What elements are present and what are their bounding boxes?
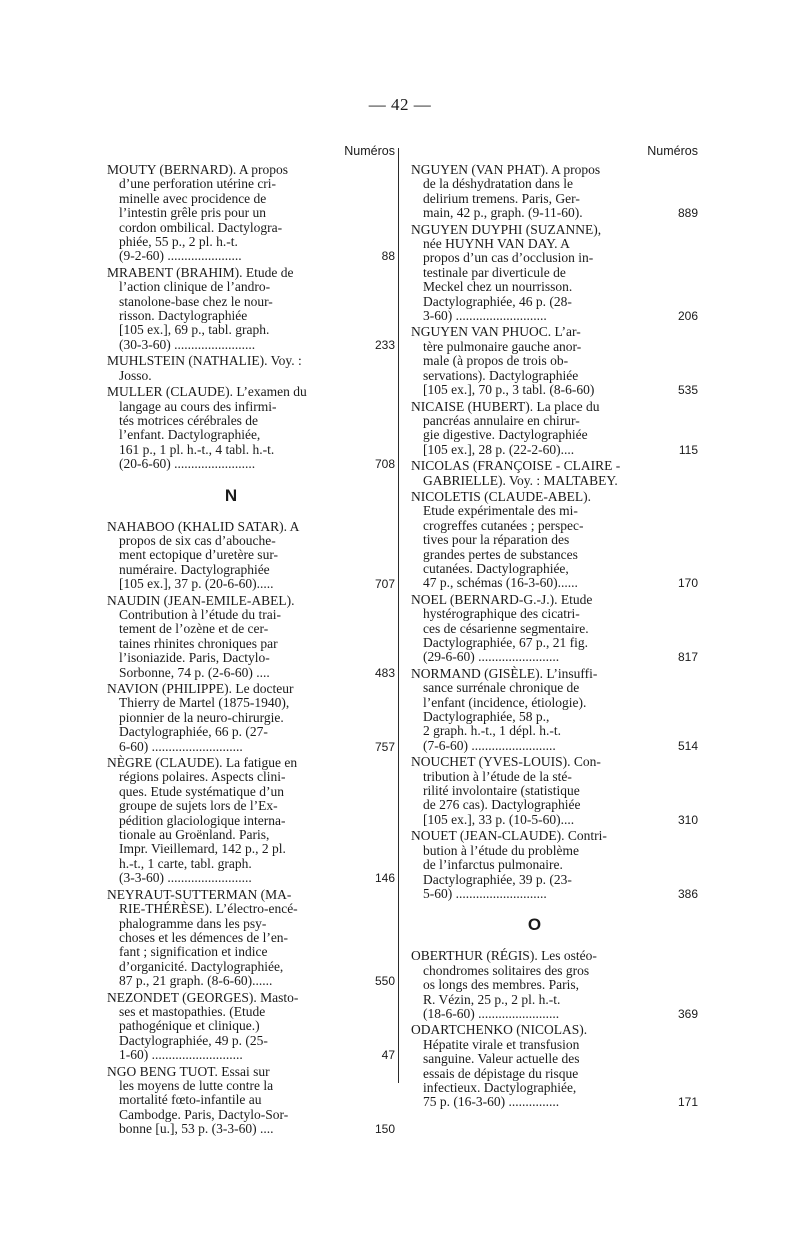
entry-line: 161 p., 1 pl. h.-t., 4 tabl. h.-t.: [119, 441, 275, 457]
entry-line: (20-6-60) ........................: [119, 456, 256, 472]
entry-line: testinale par diverticule de: [423, 264, 566, 280]
entry-line: NORMAND (GISÈLE). L’insuffi-: [411, 665, 598, 681]
entry-line: groupe de sujets lors de l’Ex-: [119, 798, 278, 814]
entry-line: l’intestin grêle pris pour un: [119, 205, 266, 221]
entry-text: [107, 354, 355, 383]
entry-line: rilité involontaire (statistique: [423, 783, 580, 799]
bibliography-entry: [107, 682, 395, 754]
entry-line: ces de césarienne segmentaire.: [423, 620, 589, 636]
bibliography-entry: [107, 594, 395, 680]
entry-line: Impr. Vieillemard, 142 p., 2 pl.: [119, 841, 286, 857]
entry-number: 817: [677, 650, 698, 665]
entry-number: 889: [677, 206, 698, 221]
bibliography-entry: [411, 490, 698, 591]
entry-line: de la déshydratation dans le: [423, 176, 573, 192]
entry-text: [411, 400, 658, 458]
left-column: [107, 139, 395, 1139]
entry-line: grandes pertes de substances: [423, 546, 578, 562]
entry-text: [411, 490, 658, 591]
entry-line: MRABENT (BRAHIM). Etude de: [107, 264, 294, 280]
entry-number: 150: [374, 1122, 395, 1137]
entry-number: 535: [677, 383, 698, 398]
entry-line: gie digestive. Dactylographiée: [423, 427, 588, 443]
entry-line: bonne [u.], 53 p. (3-3-60) ....: [119, 1121, 274, 1137]
entry-line: [105 ex.], 37 p. (20-6-60).....: [119, 576, 274, 592]
entry-line: chondromes solitaires des gros: [423, 962, 590, 978]
entry-line: Dactylographiée, 67 p., 21 fig.: [423, 635, 588, 650]
entry-line: GABRIELLE). Voy. : MALTABEY.: [423, 472, 618, 488]
entry-number: 310: [677, 812, 698, 827]
entry-line: Dactylographiée, 66 p. (27-: [119, 724, 268, 740]
entry-text: [411, 949, 658, 1021]
bibliography-entry: [411, 325, 698, 397]
entry-line: 87 p., 21 graph. (8-6-60)......: [119, 973, 273, 989]
entry-line: 5-60) ...........................: [423, 885, 547, 901]
entry-line: R. Vézin, 25 p., 2 pl. h.-t.: [423, 991, 561, 1007]
entry-line: stanolone-base chez le nour-: [119, 293, 273, 309]
entry-text: [411, 223, 658, 324]
entry-line: MULLER (CLAUDE). L’examen du: [107, 384, 307, 400]
entry-line: propos de six cas d’abouche-: [119, 532, 276, 548]
entry-line: phiée, 55 p., 2 pl. h.-t.: [119, 234, 238, 250]
entry-line: l’action clinique de l’andro-: [119, 279, 271, 295]
entry-line: NICOLAS (FRANÇOISE - CLAIRE -: [411, 458, 621, 474]
entry-number: 369: [677, 1006, 698, 1021]
entry-number: 386: [677, 886, 698, 901]
entry-line: MOUTY (BERNARD). A propos: [107, 162, 289, 177]
entry-number: 233: [374, 337, 395, 352]
bibliography-entry: [107, 385, 395, 471]
entry-line: pionnier de la neuro-chirurgie.: [119, 709, 284, 725]
entry-text: [411, 829, 658, 901]
entry-line: NOUCHET (YVES-LOUIS). Con-: [411, 754, 601, 770]
entry-line: langage au cours des infirmi-: [119, 398, 277, 414]
entry-line: NAUDIN (JEAN-EMILE-ABEL).: [107, 592, 295, 608]
entry-line: NEZONDET (GEORGES). Masto-: [107, 989, 299, 1005]
entry-line: h.-t., 1 carte, tabl. graph.: [119, 855, 252, 871]
entry-line: (30-3-60) ........................: [119, 336, 256, 352]
bibliography-entry: [411, 755, 698, 827]
entry-line: [105 ex.], 69 p., tabl. graph.: [119, 322, 270, 338]
numeros-header-left: Numéros: [344, 144, 395, 158]
section-letter: N: [224, 485, 238, 505]
entry-line: NAHABOO (KHALID SATAR). A: [107, 518, 300, 534]
entry-text: [411, 755, 658, 827]
bibliography-entry: [411, 1023, 698, 1109]
entry-text: [107, 756, 355, 886]
entry-line: Dactylographiée, 46 p. (28-: [423, 293, 572, 309]
entry-line: Dactylographiée, 58 p.,: [423, 709, 550, 725]
entry-line: (3-3-60) .........................: [119, 870, 252, 886]
entry-text: [107, 1065, 355, 1137]
entry-number: 707: [374, 577, 395, 592]
entry-line: (9-2-60) ......................: [119, 248, 242, 264]
entry-text: [411, 325, 658, 397]
bibliography-entry: [411, 949, 698, 1021]
entry-line: 6-60) ...........................: [119, 738, 243, 754]
entry-number: 115: [678, 442, 698, 457]
entry-line: NGUYEN DUYPHI (SUZANNE),: [411, 221, 602, 237]
entry-line: de l’infarctus pulmonaire.: [423, 857, 563, 873]
entry-line: sanguine. Valeur actuelle des: [423, 1051, 580, 1067]
entry-line: tribution à l’étude de la sté-: [423, 768, 572, 784]
entry-line: sance surrénale chronique de: [423, 680, 580, 696]
entry-line: 1-60) ...........................: [119, 1047, 243, 1063]
entry-line: bution à l’étude du problème: [423, 842, 579, 858]
entry-line: Etude expérimentale des mi-: [423, 503, 578, 519]
entry-line: choses et les démences de l’en-: [119, 929, 289, 945]
entry-line: Sorbonne, 74 p. (2-6-60) ....: [119, 664, 270, 680]
entry-line: [105 ex.], 28 p. (22-2-60)....: [423, 441, 575, 457]
entry-text: [107, 594, 355, 680]
entry-line: NGO BENG TUOT. Essai sur: [107, 1063, 270, 1079]
entry-line: d’organicité. Dactylographiée,: [119, 958, 284, 974]
entry-line: Dactylographiée, 49 p. (25-: [119, 1032, 268, 1048]
bibliography-entry: [411, 593, 698, 665]
entry-number: 171: [677, 1095, 698, 1110]
entry-line: les moyens de lutte contre la: [119, 1077, 274, 1093]
entry-line: crogreffes cutanées ; perspec-: [423, 517, 584, 533]
entry-line: NGUYEN (VAN PHAT). A propos: [411, 162, 601, 177]
entry-line: pathogénique et clinique.): [119, 1018, 260, 1034]
entry-number: 514: [677, 738, 698, 753]
bibliography-entry: [411, 459, 698, 488]
entry-line: Cambodge. Paris, Dactylo-Sor-: [119, 1106, 289, 1122]
bibliography-entry: [411, 223, 698, 324]
bibliography-entry: [411, 163, 698, 221]
bibliography-entry: [411, 829, 698, 901]
entry-line: mortalité fœto-infantile au: [119, 1092, 262, 1108]
entry-line: NICOLETIS (CLAUDE-ABEL).: [411, 488, 591, 504]
entry-line: l’enfant. Dactylographiée,: [119, 427, 261, 443]
entry-number: 146: [374, 871, 395, 886]
entry-line: tés motrices cérébrales de: [119, 412, 259, 428]
entry-line: essais de dépistage du risque: [423, 1065, 579, 1081]
entry-line: tives pour la réparation des: [423, 532, 570, 548]
bibliography-entry: [107, 991, 395, 1063]
entry-line: tère pulmonaire gauche anor-: [423, 338, 582, 354]
entry-line: NÈGRE (CLAUDE). La fatigue en: [107, 755, 298, 771]
entry-text: [107, 520, 355, 592]
entry-line: NAVION (PHILIPPE). Le docteur: [107, 681, 294, 696]
entry-line: cordon ombilical. Dactylogra-: [119, 219, 283, 235]
entry-line: 75 p. (16-3-60) ...............: [423, 1094, 560, 1110]
entry-text: [107, 682, 355, 754]
entry-line: NOUET (JEAN-CLAUDE). Contri-: [411, 828, 607, 844]
entry-number: 483: [374, 665, 395, 680]
entry-line: pancréas annulaire en chirur-: [423, 412, 580, 428]
entry-line: née HUYNH VAN DAY. A: [423, 236, 570, 252]
column-divider: [398, 148, 399, 1083]
entry-line: fant ; signification et indice: [119, 944, 268, 960]
entry-line: de 276 cas). Dactylographiée: [423, 797, 581, 813]
entry-text: [107, 991, 355, 1063]
entry-line: [105 ex.], 33 p. (10-5-60)....: [423, 811, 575, 827]
entry-line: tement de l’ozène et de cer-: [119, 621, 269, 637]
entry-text: [411, 459, 658, 488]
bibliography-entry: [411, 400, 698, 458]
entry-number: 47: [381, 1048, 395, 1063]
entry-line: phalogramme dans les psy-: [119, 915, 267, 931]
entry-line: ODARTCHENKO (NICOLAS).: [411, 1022, 588, 1038]
numeros-header-right: Numéros: [647, 144, 698, 158]
entry-line: pédition glaciologique interna-: [119, 812, 286, 828]
entry-line: Contribution à l’étude du trai-: [119, 606, 281, 622]
entry-line: l’enfant (incidence, étiologie).: [423, 694, 587, 710]
entry-line: 47 p., schémas (16-3-60)......: [423, 575, 578, 591]
entry-number: 757: [374, 739, 395, 754]
entry-line: (7-6-60) .........................: [423, 737, 556, 753]
bibliography-entry: [107, 888, 395, 989]
entry-line: minelle avec procidence de: [119, 190, 267, 206]
entry-line: (18-6-60) ........................: [423, 1005, 560, 1021]
entry-line: ses et mastopathies. (Etude: [119, 1003, 266, 1019]
section-letter: O: [527, 915, 542, 935]
entry-line: delirium tremens. Paris, Ger-: [423, 190, 580, 206]
entry-line: (29-6-60) ........................: [423, 649, 560, 665]
entry-line: l’isoniazide. Paris, Dactylo-: [119, 650, 270, 666]
entry-text: [411, 593, 658, 665]
bibliography-entry: [107, 163, 395, 264]
entry-line: main, 42 p., graph. (9-11-60).: [423, 205, 583, 221]
entry-text: [411, 163, 658, 221]
entry-line: male (à propos de trois ob-: [423, 353, 569, 369]
entry-line: infectieux. Dactylographiée,: [423, 1079, 577, 1095]
entry-line: [105 ex.], 70 p., 3 tabl. (8-6-60): [423, 382, 595, 398]
entry-line: 2 graph. h.-t., 1 dépl. h.-t.: [423, 723, 561, 739]
entry-line: Josso.: [119, 367, 152, 383]
entry-line: d’une perforation utérine cri-: [119, 176, 277, 192]
entry-line: régions polaires. Aspects clini-: [119, 769, 286, 785]
entry-number: 708: [374, 457, 395, 472]
entry-number: 170: [677, 576, 698, 591]
entry-text: [107, 385, 355, 471]
entry-line: hystérographique des cicatri-: [423, 606, 580, 622]
entry-number: 206: [677, 309, 698, 324]
entry-line: RIE-THÉRÈSE). L’électro-encé-: [119, 901, 298, 917]
bibliography-entry: [107, 266, 395, 352]
entry-line: ques. Etude systématique d’un: [119, 783, 284, 799]
entry-line: OBERTHUR (RÉGIS). Les ostéo-: [411, 948, 597, 964]
entry-line: ment ectopique d’uretère sur-: [119, 547, 279, 563]
entry-text: [107, 163, 355, 264]
entry-line: taines rhinites chroniques par: [119, 635, 278, 651]
bibliography-entry: [411, 667, 698, 753]
entry-line: servations). Dactylographiée: [423, 367, 579, 383]
entry-line: tionale au Groënland. Paris,: [119, 827, 270, 843]
bibliography-entry: [107, 756, 395, 886]
bibliography-entry: [107, 354, 395, 383]
entry-line: Hépatite virale et transfusion: [423, 1036, 580, 1052]
entry-line: os longs des membres. Paris,: [423, 977, 579, 993]
entry-line: numéraire. Dactylographiée: [119, 561, 270, 577]
entry-line: Meckel chez un nourrisson.: [423, 279, 573, 295]
bibliography-entry: [107, 520, 395, 592]
page-number: — 42 —: [368, 95, 432, 114]
entry-number: 88: [381, 249, 395, 264]
entry-line: MUHLSTEIN (NATHALIE). Voy. :: [107, 353, 302, 369]
entry-line: 3-60) ...........................: [423, 308, 547, 324]
entry-number: 550: [374, 974, 395, 989]
entry-line: NGUYEN VAN PHUOC. L’ar-: [411, 324, 581, 340]
entry-line: cutanées. Dactylographiée,: [423, 560, 569, 576]
entry-line: Dactylographiée, 39 p. (23-: [423, 871, 572, 887]
entry-line: NEYRAUT-SUTTERMAN (MA-: [107, 886, 292, 902]
entry-line: NOEL (BERNARD-G.-J.). Etude: [411, 591, 593, 607]
entry-line: risson. Dactylographiée: [119, 308, 248, 324]
entry-text: [107, 888, 355, 989]
entry-line: NICAISE (HUBERT). La place du: [411, 398, 600, 414]
entry-text: [411, 1023, 658, 1109]
entry-text: [107, 266, 355, 352]
bibliography-entry: [107, 1065, 395, 1137]
entry-line: Thierry de Martel (1875-1940),: [119, 695, 290, 711]
right-column: [411, 139, 698, 1112]
entry-text: [411, 667, 658, 753]
entry-line: propos d’un cas d’occlusion in-: [423, 250, 594, 266]
